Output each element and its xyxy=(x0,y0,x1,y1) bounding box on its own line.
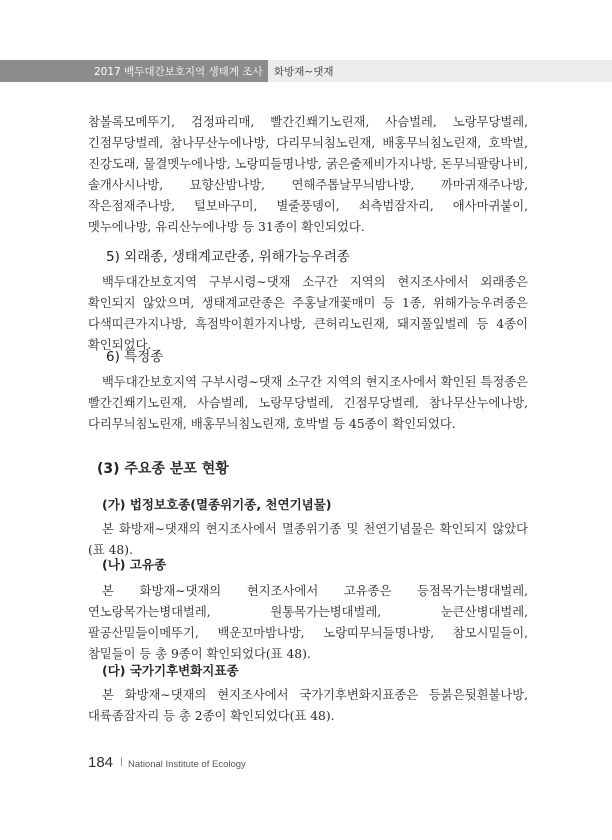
sub-a-paragraph: 본 화방재∼댓재의 현지조사에서 멸종위기종 및 천연기념물은 확인되지 않았다(표 48). xyxy=(88,522,528,557)
page-footer xyxy=(88,752,246,771)
sub-a-heading: (가) 법정보호종(멸종위기종, 천연기념물) xyxy=(102,497,332,512)
section6-block xyxy=(88,372,528,435)
section3-heading: (3) 주요종 분포 현황 xyxy=(97,461,229,477)
institute-name: National Institute of Ecology xyxy=(128,759,246,770)
header-section-name: 화방재∼댓재 xyxy=(274,66,334,78)
sub-b-block xyxy=(88,581,528,665)
sub-c-paragraph: 본 화방재∼댓재의 현지조사에서 국가기후변화지표종은 등붉은뒷흰불나방, 대륙좀잠자리 등 총 2종이 확인되었다(표 48). xyxy=(88,688,528,723)
section5-paragraph: 백두대간보호지역 구부시령∼댓재 소구간 지역의 현지조사에서 외래종은 확인되지 않았으며, 생태계교란종은 주홍날개꽃매미 등 1종, 위해가능우려종은 다색띠큰가지나방, 흑점박이흰가지나방, 큰허리노린재, 돼지풀잎벌레 등 4종이 확인되었다. xyxy=(88,275,528,352)
running-header xyxy=(0,60,612,82)
sub-c-heading: (다) 국가기후변화지표종 xyxy=(102,663,239,678)
section6-paragraph: 백두대간보호지역 구부시령∼댓재 소구간 지역의 현지조사에서 확인된 특정종은 빨간긴쐐기노린재, 사슴벌레, 노랑무당벌레, 긴점무당벌레, 참나무산누에나방, 다리무늬침노린재, 배홍무늬침노린재, 호박벌 등 45종이 확인되었다. xyxy=(88,375,528,431)
sub-b-heading: (나) 고유종 xyxy=(102,557,167,572)
page-number: 184 xyxy=(88,754,114,771)
section6-heading: 6) 특정종 xyxy=(106,349,164,365)
header-report-title: 2017 백두대간보호지역 생태계 조사 xyxy=(94,66,263,78)
section5-heading: 5) 외래종, 생태계교란종, 위해가능우려종 xyxy=(106,249,350,265)
sub-c-block xyxy=(88,685,528,727)
sub-b-paragraph: 본 화방재∼댓재의 현지조사에서 고유종은 등점목가는병대벌레, 연노랑목가는병대벌레, 원통목가는병대벌레, 눈큰산병대벌레, 팔공산밑들이메뚜기, 백운꼬마밤나방, 노랑띠무늬들명나방, 참모시밑들이, 참밑들이 등 총 9종이 확인되었다(표 48). xyxy=(88,584,528,661)
intro-block xyxy=(88,112,528,237)
intro-paragraph: 참볼록모메뚜기, 검정파리매, 빨간긴쐐기노린재, 사슴벌레, 노랑무당벌레, 긴점무당벌레, 참나무산누에나방, 다리무늬침노린재, 배홍무늬침노린재, 호박벌, 진강도래, 물결멧누에나방, 노랑띠들명나방, 굵은줄제비가지나방, 돈무늬팔랑나비, 솔개사시나방, 묘향산밤나방, 연해주톱날무늬밤나방, 까마귀재주나방, 작은점재주나방, 털보바구미, 별줄풍뎅이, 쇠측범잠자리, 애사마귀붙이, 멧누에나방, 유리산누에나방 등 31종이 확인되었다. xyxy=(88,115,528,234)
section5-block xyxy=(88,272,528,356)
footer-divider xyxy=(121,757,122,766)
